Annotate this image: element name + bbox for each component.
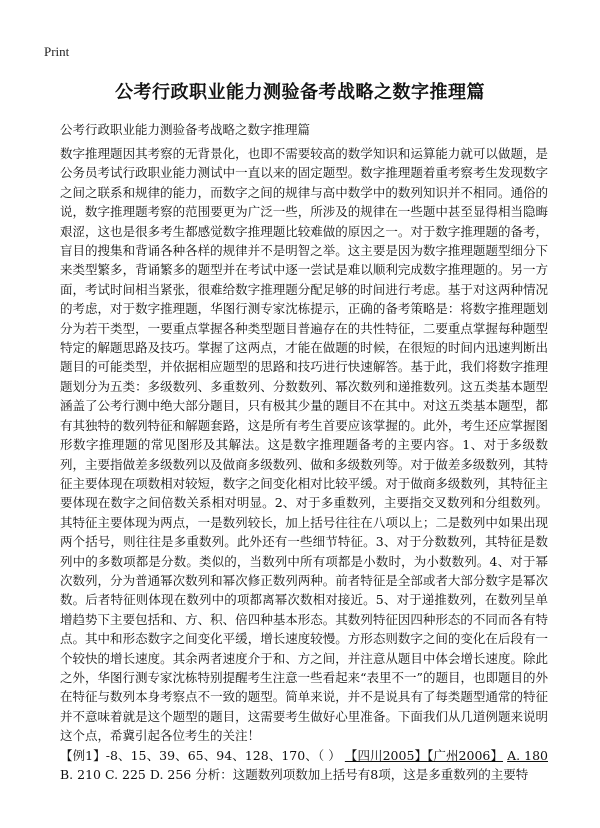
example-option-a: A. 180: [507, 747, 549, 763]
body-paragraph: 数字推理题因其考察的无背景化，也即不需要较高的数学知识和运算能力就可以做题，是公务员考试行政职业能力测试中一直以来的固定题型。数字推理题着重考察考生发现数字之间之联系和规律的能力，而数字之间的规律与高中数学中的数列知识并不相同。通俗的说，数字推理题考察的范围要更为广泛一些，所涉及的规律在一些题中甚至显得相当隐晦艰涩，这也是很多考生都感觉数字推理题比较难做的原因之一。对于数字推理题的备考，盲目的搜集和背诵各种各样的规律并不是明智之举。这主要是因为数字推理题题型细分下来类型繁多，背诵繁多的题型并在考试中逐一尝试是难以顺利完成数字推理题的。另一方面，考试时间相当紧张，很难给数字推理题分配足够的时间进行考虑。基于对这两种情况的考虑，对于数字推理题，华图行测专家沈栋提示，正确的备考策略是：将数字推理题划分为若干类型，一要重点掌握各种类型题目普遍存在的共性特征，二要重点掌握每种题型特定的解题思路及技巧。掌握了这两点，才能在做题的时候，在很短的时间内迅速判断出题目的可能类型，并依据相应题型的思路和技巧进行快速解答。基于此，我们将数字推理题划分为五类：多级数列、多重数列、分数数列、幂次数列和递推数列。这五类基本题型涵盖了公考行测中绝大部分题目，只有极其少量的题目不在其中。对这五类基本题型，都有其独特的数列特征和解题套路，这是所有考生首要应该掌握的。此外，考生还应掌握图形数字推理题的常见图形及其解法。这是数字推理题备考的主要内容。1、对于多级数列，主要指做差多级数列以及做商多级数列、做和多级数列等。对于做差多级数列，其特征主要体现在项数相对较短，数字之间变化相对比较平缓。对于做商多级数列，其特征主要体现在数字之间倍数关系相对明显。2、对于多重数列，主要指交叉数列和分组数列。其特征主要体现为两点，一是数列较长，加上括号往往在八项以上；二是数列中如果出现两个括号，则往往是多重数列。此外还有一些细节特征。3、对于分数数列，其特征是数列中的多数项都是分数。类似的，当数列中所有项都是小数时，为小数数列。4、对于幂次数列，分为普通幂次数列和幂次修正数列两种。前者特征是全部或者大部分数字是幂次数。后者特征则体现在数列中的项都离幂次数相对接近。5、对于递推数列，在数列呈单增趋势下主要包括和、方、积、倍四种基本形态。其数列特征因四种形态的不同而各有特点。其中和形态数字之间变化平缓，增长速度较慢。方形态则数字之间的变化在后段有一个较快的增长速度。其余两者速度介于和、方之间，并注意从题目中体会增长速度。除此之外，华图行测专家沈栋特别提醒考生注意一些看起来“表里不一”的题目，也即题目的外在特征与数列本身考察点不一致的题型。简单来说，并不是说具有了每类题型通常的特征并不意味着就是这个题型的题目，这需要考生做好心里准备。下面我们从几道例题来说明这个点，希冀引起各位考生的关注！: [60, 146, 548, 744]
print-label: Print: [44, 44, 70, 59]
example-sequence: -8、15、39、65、94、128、170、（ ）: [105, 747, 341, 763]
page-title: 公考行政职业能力测验备考战略之数字推理篇: [115, 82, 485, 103]
article-body: [60, 144, 548, 784]
example-analysis: 分析：这题数列项数加上括号有8项，这是多重数列的主要特: [195, 767, 529, 782]
example-options: B. 210 C. 225 D. 256: [60, 767, 192, 782]
example-source-guangzhou: 【广州2006】: [427, 747, 504, 763]
example-source-sichuan: 【四川2005】: [344, 747, 428, 763]
example-paragraph: [60, 746, 548, 785]
page-subtitle: 公考行政职业能力测验备考战略之数字推理篇: [60, 122, 311, 137]
example-label: 【例1】: [60, 747, 106, 763]
